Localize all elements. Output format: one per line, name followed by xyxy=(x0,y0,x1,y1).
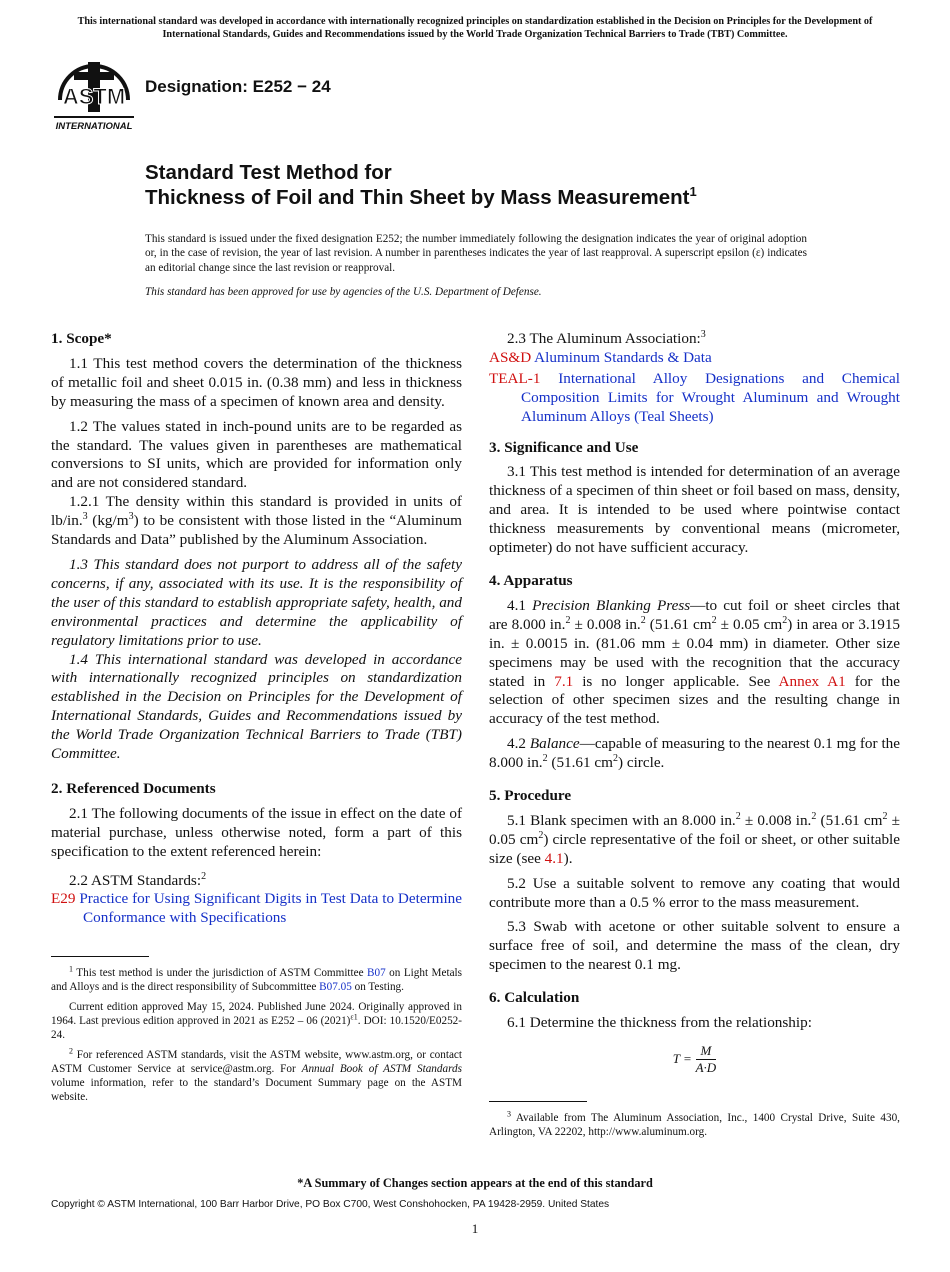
footnote-2: $^2$ For referenced ASTM standards, visit the ASTM website, www.astm.org, or contact ASTM Customer Service at service@astm.org. For Annual Book of ASTM Standards volume information, refer to the standard’s Document Summary page on the ASTM website. xyxy=(51,1046,462,1103)
link-4-1[interactable]: 4.1 xyxy=(544,849,564,867)
ref-teal-code[interactable]: TEAL-1 xyxy=(489,369,541,387)
astm-logo xyxy=(52,56,136,132)
copyright: Copyright © ASTM International, 100 Barr Harbor Drive, PO Box C700, West Conshohocken, PA 19428-2959. United States xyxy=(51,1199,610,1210)
para-2-1: 2.1 The following documents of the issue in effect on the date of material purchase, unless otherwise noted, form a part of this specification to the extent referenced herein: xyxy=(51,804,462,860)
para-3-1: 3.1 This test method is intended for determination of an average thickness of a specimen of thin sheet or foil based on mass, density, and area. It is intended to be used where pointwise contact thickness measurements by conventional means (micrometer, optimeter) do not have sufficient accuracy. xyxy=(489,463,900,557)
para-6-1: 6.1 Determine the thickness from the relationship: xyxy=(507,1014,812,1032)
para-4-1: 4.1 Precision Blanking Press—to cut foil or sheet circles that are 8.000 in.$^2$ ± 0.008 in.$^2$ (51.61 $cm^2 \pm 0.05$ $cm^2$) in area or 3.1915 in. ± 0.0015 in. (81.06 mm ± 0.04 mm) in diameter. Other size specimens may be used with the recognition that the accuracy stated in 7.1 is no longer applicable. See Annex A1 for the selection of other specimen sizes and the resulting change in accuracy of the test method. xyxy=(489,596,901,728)
para-2-3: 2.3 The Aluminum Association:$^3$ xyxy=(507,328,706,347)
link-7-1[interactable]: 7.1 xyxy=(554,672,574,690)
link-annex-a1[interactable]: Annex A1 xyxy=(778,672,846,690)
document-title xyxy=(145,160,697,210)
issue-statement: This standard is issued under the fixed designation E252; the number immediately following the designation indicates the year of original adoption or, in the case of revision, the year of last revision. A number in parentheses indicates the year of last reapproval. A superscript epsilon (ε) indicates an editorial change since the last revision or reapproval. xyxy=(145,233,807,274)
section-6-heading: 6. Calculation xyxy=(489,989,580,1007)
ref-e29 xyxy=(51,890,462,928)
logo-text: ASTM xyxy=(62,84,126,109)
footnote-rule-left xyxy=(51,956,149,957)
logo-subtext: INTERNATIONAL xyxy=(55,121,133,132)
para-2-2: 2.2 ASTM Standards:$^2$ xyxy=(69,870,207,889)
title-line-2: Thickness of Foil and Thin Sheet by Mass Measurement$^1$ xyxy=(145,184,697,209)
footnote-rule-right xyxy=(489,1101,587,1102)
para-4-2: 4.2 Balance—capable of measuring to the nearest 0.1 mg for the 8.000 in.$^2$ (51.61 $cm^2$) circle. xyxy=(489,735,900,772)
dod-approval: This standard has been approved for use by agencies of the U.S. Department of Defense. xyxy=(145,286,542,298)
formula-fraction: $\frac{M}{A\cdot D}$ xyxy=(695,1043,717,1075)
wto-notice: This international standard was developed in accordance with internationally recognized principles on standardization established in the Decision on Principles for the Development of International Standards, Guides and Recommendations issued by the World Trade Organization Technical Barriers to Trade (TBT) Committee. xyxy=(77,16,873,40)
para-1-3: 1.3 This standard does not purport to address all of the safety concerns, if any, associated with its use. It is the responsibility of the user of this standard to establish appropriate safety, health, and environmental practices and determine the applicability of regulatory limitations prior to use. xyxy=(51,555,462,649)
footnote-1: $^1$ This test method is under the jurisdiction of ASTM Committee B07 on Light Metals and Alloys and is the direct responsibility of Subcommittee B07.05 on Testing. xyxy=(51,964,462,994)
ref-teal-title[interactable]: International Alloy Designations and Chemical Composition Limits for Wrought Aluminum and Wrought Aluminum Alloys (Teal Sheets) xyxy=(521,369,901,425)
ref-e29-title[interactable]: Practice for Using Significant Digits in Test Data to Determine Conformance with Specifications xyxy=(79,890,463,927)
para-5-2: 5.2 Use a suitable solvent to remove any coating that would contribute more than a 0.5 % error to the mass measurement. xyxy=(489,874,900,911)
thickness-formula: T = $\frac{M}{A\cdot D}$ xyxy=(672,1043,717,1075)
title-line-1: Standard Test Method for xyxy=(145,161,392,184)
para-5-3: 5.3 Swab with acetone or other suitable solvent to ensure a surface free of soil, and determine the mass of the clean, dry specimen to the nearest 0.1 mg. xyxy=(489,918,900,974)
section-3-heading: 3. Significance and Use xyxy=(489,438,639,456)
footnote-1-edition: Current edition approved May 15, 2024. Published June 2024. Originally approved in 1964. Last previous edition approved in 2021 as E252 – 06 $(2021)^{\varepsilon 1}$. DOI: 10.1520/E0252-24. xyxy=(51,1001,462,1041)
para-1-4: 1.4 This international standard was developed in accordance with internationally recognized principles on standardization established in the Decision on Principles for the Development of International Standards, Guides and Recommendations issued by the World Trade Organization Technical Barriers to Trade (TBT) Committee. xyxy=(51,650,462,763)
ref-asd xyxy=(489,349,900,368)
designation: Designation: E252 − 24 xyxy=(145,77,331,96)
para-1-2: 1.2 The values stated in inch-pound units are to be regarded as the standard. The values given in parentheses are mathematical conversions to SI units, which are provided for information only and are not considered standard. xyxy=(51,417,462,492)
ref-teal xyxy=(489,370,900,427)
ref-asd-code[interactable]: AS&D xyxy=(489,348,532,366)
ref-e29-code[interactable]: E29 xyxy=(51,890,76,908)
para-5-1: 5.1 Blank specimen with an 8.000 in.$^2$ ± 0.008 in.$^2$ (51.61 $cm^2 \pm 0.05$ $cm^2$) circle representative of the foil or sheet, or other suitable size (see 4.1). xyxy=(489,810,900,867)
section-4-heading: 4. Apparatus xyxy=(489,571,573,589)
summary-of-changes-note: *A Summary of Changes section appears at the end of this standard xyxy=(297,1176,653,1190)
section-1-heading: 1. Scope* xyxy=(51,330,112,347)
title-footnote-mark: 1 xyxy=(689,184,697,200)
page-number: 1 xyxy=(471,1221,479,1236)
para-1-1: 1.1 This test method covers the determination of the thickness of metallic foil and sheet 0.015 in. (0.38 mm) and less in thickness by measuring the mass of a specimen of known area and density. xyxy=(51,354,462,410)
footnote-3: $^3$ Available from The Aluminum Association, Inc., 1400 Crystal Drive, Suite 430, Arlington, VA 22202, http://www.aluminum.org. xyxy=(489,1109,900,1138)
para-1-2-1: 1.2.1 The density within this standard is provided in units of lb/in.$^3$ $(kg/m^3)$ to be consistent with those listed in the “Aluminum Standards and Data” published by the Aluminum Association. xyxy=(51,493,462,549)
link-b07-05[interactable]: B07.05 xyxy=(319,981,352,994)
link-b07[interactable]: B07 xyxy=(367,967,386,980)
ref-asd-title[interactable]: Aluminum Standards & Data xyxy=(534,348,712,366)
right-column xyxy=(489,330,900,1146)
section-5-heading: 5. Procedure xyxy=(489,787,572,805)
left-column xyxy=(51,330,462,1110)
section-2-heading: 2. Referenced Documents xyxy=(51,779,216,797)
